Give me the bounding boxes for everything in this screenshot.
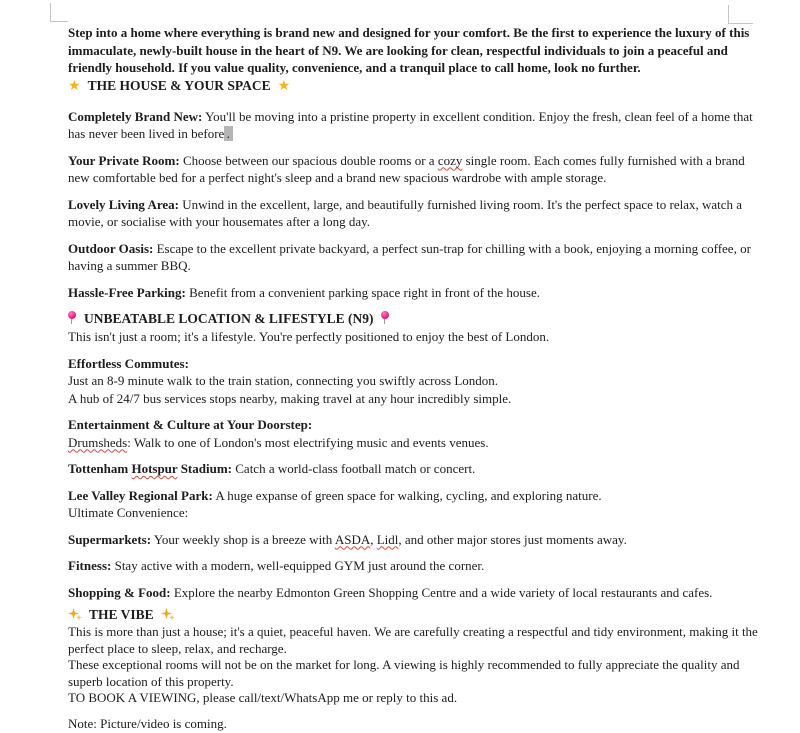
park-paragraph: [68, 487, 796, 522]
text-line: [68, 169, 796, 187]
text-segment: These exceptional rooms will not be on the market for long. A viewing is highly recommended to fully appreciate the quality and: [68, 657, 740, 672]
misspelled-word: cozy: [437, 152, 463, 168]
bold-label: Supermarkets:: [68, 531, 152, 547]
misspelled-word: ASDA: [334, 531, 371, 547]
text-line: [68, 125, 796, 143]
text-line: [68, 674, 796, 691]
bold-label: Hassle-Free Parking:: [68, 284, 186, 300]
text-line: [68, 641, 796, 658]
text-line: [68, 257, 796, 275]
text-segment: This is more than just a house; it's a quiet, peaceful haven. We are carefully creating a respectful and tidy environment, making it the: [68, 624, 758, 639]
text-segment: has never been lived in before: [68, 126, 225, 141]
text-segment: Your weekly shop is a breeze with: [151, 531, 335, 547]
sparkles-icon: [68, 607, 82, 621]
section-heading-text: THE HOUSE & YOUR SPACE: [87, 77, 271, 93]
text-line: [68, 355, 796, 373]
text-segment: new comfortable bed for a perfect night's sleep and a brand new spacious wardrobe with ample storage.: [68, 170, 607, 185]
commutes-paragraph: [68, 355, 796, 408]
text-segment: Explore the nearby Edmonton Green Shopping Centre and a wide variety of local restaurants and cafes.: [170, 584, 713, 600]
vibe-section-heading: [68, 606, 796, 624]
house-section-heading: [68, 77, 796, 95]
text-line: [68, 690, 796, 707]
text-line: [68, 460, 796, 478]
stadium-paragraph: [68, 460, 796, 478]
text-line: [68, 557, 796, 575]
text-line: [68, 372, 796, 390]
text-line: [68, 531, 796, 549]
text-line: [68, 196, 796, 214]
bold-label: Lovely Living Area:: [68, 196, 179, 212]
text-line: [68, 657, 796, 674]
text-segment: immaculate, newly-built house in the heart of N9. We are looking for clean, respectful individuals to join a peaceful and: [68, 42, 728, 58]
text-segment: ,: [370, 531, 377, 547]
section-heading-text: UNBEATABLE LOCATION & LIFESTYLE (N9): [84, 311, 374, 326]
parking-paragraph: [68, 284, 796, 302]
vibe-paragraph: [68, 624, 796, 707]
text-segment: A hub of 24/7 bus services stops nearby, making travel at any hour incredibly simple.: [68, 390, 512, 406]
sparkles-icon: [161, 607, 175, 621]
location-section-heading: [68, 310, 796, 328]
text-line: [68, 328, 796, 346]
star-icon: ★: [68, 77, 81, 94]
supermarkets-paragraph: [68, 531, 796, 549]
brand-new-paragraph: [68, 108, 796, 143]
text-line: [68, 624, 796, 641]
text-segment: Note: Picture/video is coming.: [68, 715, 227, 731]
text-line: [68, 24, 796, 42]
text-line: [68, 108, 796, 126]
text-line: [68, 584, 796, 602]
bold-label: Your Private Room:: [68, 152, 180, 168]
shopping-paragraph: [68, 584, 796, 602]
pin-icon: [68, 311, 77, 325]
page-margin-crop-mark-left: [50, 3, 68, 22]
text-line: [68, 213, 796, 231]
text-line: [68, 487, 796, 505]
intro-paragraph: [68, 24, 796, 77]
text-line: [68, 152, 796, 170]
outdoor-oasis-paragraph: [68, 240, 796, 275]
text-line: [68, 434, 796, 452]
star-icon: ★: [277, 77, 291, 94]
text-line: [68, 59, 796, 77]
bold-label: Tottenham: [68, 461, 132, 476]
note-paragraph: [68, 715, 796, 733]
lifestyle-paragraph: [68, 328, 796, 346]
text-segment: Choose between our spacious double rooms or a: [179, 152, 438, 168]
text-segment: Ultimate Convenience:: [68, 505, 189, 520]
text-cursor: .: [224, 126, 232, 141]
text-line: [68, 715, 796, 733]
text-line: [68, 284, 796, 302]
bold-label: Entertainment & Culture at Your Doorstep:: [68, 417, 313, 432]
section-heading-text: THE VIBE: [89, 607, 154, 622]
text-segment: A huge expanse of green space for walking, cycling, and exploring nature.: [212, 487, 602, 503]
text-segment: superb location of this property.: [68, 673, 234, 689]
document-page: [68, 24, 796, 732]
text-segment: perfect place to sleep, relax, and recharge.: [68, 640, 287, 656]
bold-label: Shopping & Food:: [68, 584, 171, 600]
pin-icon: [381, 311, 390, 325]
fitness-paragraph: [68, 557, 796, 575]
text-segment: movie, or socialise with your housemates after a long day.: [68, 214, 371, 229]
text-segment: : Walk to one of London's most electrifying music and events venues.: [127, 434, 489, 450]
bold-label: Fitness:: [68, 558, 112, 573]
text-segment: , and other major stores just moments away.: [398, 531, 627, 547]
text-segment: friendly household. If you value quality, convenience, and a tranquil place to call home, look no further.: [68, 60, 641, 75]
misspelled-word: Lidl: [376, 531, 399, 547]
page-margin-crop-mark-right: [728, 5, 753, 24]
entertainment-paragraph: [68, 416, 796, 451]
text-segment: single room. Each comes fully furnished with a brand: [462, 152, 745, 168]
misspelled-word: Hotspur: [131, 461, 178, 476]
text-line: [68, 504, 796, 522]
text-segment: Escape to the excellent private backyard, a perfect sun-trap for chilling with a book, enjoying a morning coffee, or: [153, 240, 751, 256]
text-line: [68, 416, 796, 434]
bold-label: Effortless Commutes:: [68, 355, 189, 371]
text-line: [68, 42, 796, 60]
misspelled-word: Drumsheds: [68, 434, 128, 450]
text-segment: Just an 8-9 minute walk to the train station, connecting you swiftly across London.: [68, 373, 499, 388]
bold-label: Outdoor Oasis:: [68, 240, 154, 256]
bold-label: Stadium:: [177, 461, 232, 476]
text-line: [68, 390, 796, 408]
text-segment: You'll be moving into a pristine property in excellent condition. Enjoy the fresh, clean feel of a home that: [202, 108, 753, 124]
text-segment: TO BOOK A VIEWING, please call/text/WhatsApp me or reply to this ad.: [68, 690, 458, 705]
text-segment: Benefit from a convenient parking space right in front of the house.: [185, 284, 540, 300]
text-line: [68, 240, 796, 258]
text-segment: having a summer BBQ.: [68, 258, 191, 273]
bold-label: Completely Brand New:: [68, 108, 203, 124]
text-segment: Catch a world-class football match or concert.: [232, 461, 476, 476]
text-segment: This isn't just a room; it's a lifestyle. You're perfectly positioned to enjoy the best of London.: [68, 329, 550, 344]
private-room-paragraph: [68, 152, 796, 187]
text-segment: Step into a home where everything is brand new and designed for your comfort. Be the first to experience the luxury of this: [68, 25, 750, 40]
bold-label: Lee Valley Regional Park:: [68, 487, 213, 503]
living-area-paragraph: [68, 196, 796, 231]
text-segment: Unwind in the excellent, large, and beautifully furnished living room. It's the perfect space to relax, watch a: [178, 196, 743, 212]
text-segment: Stay active with a modern, well-equipped GYM just around the corner.: [111, 558, 485, 573]
